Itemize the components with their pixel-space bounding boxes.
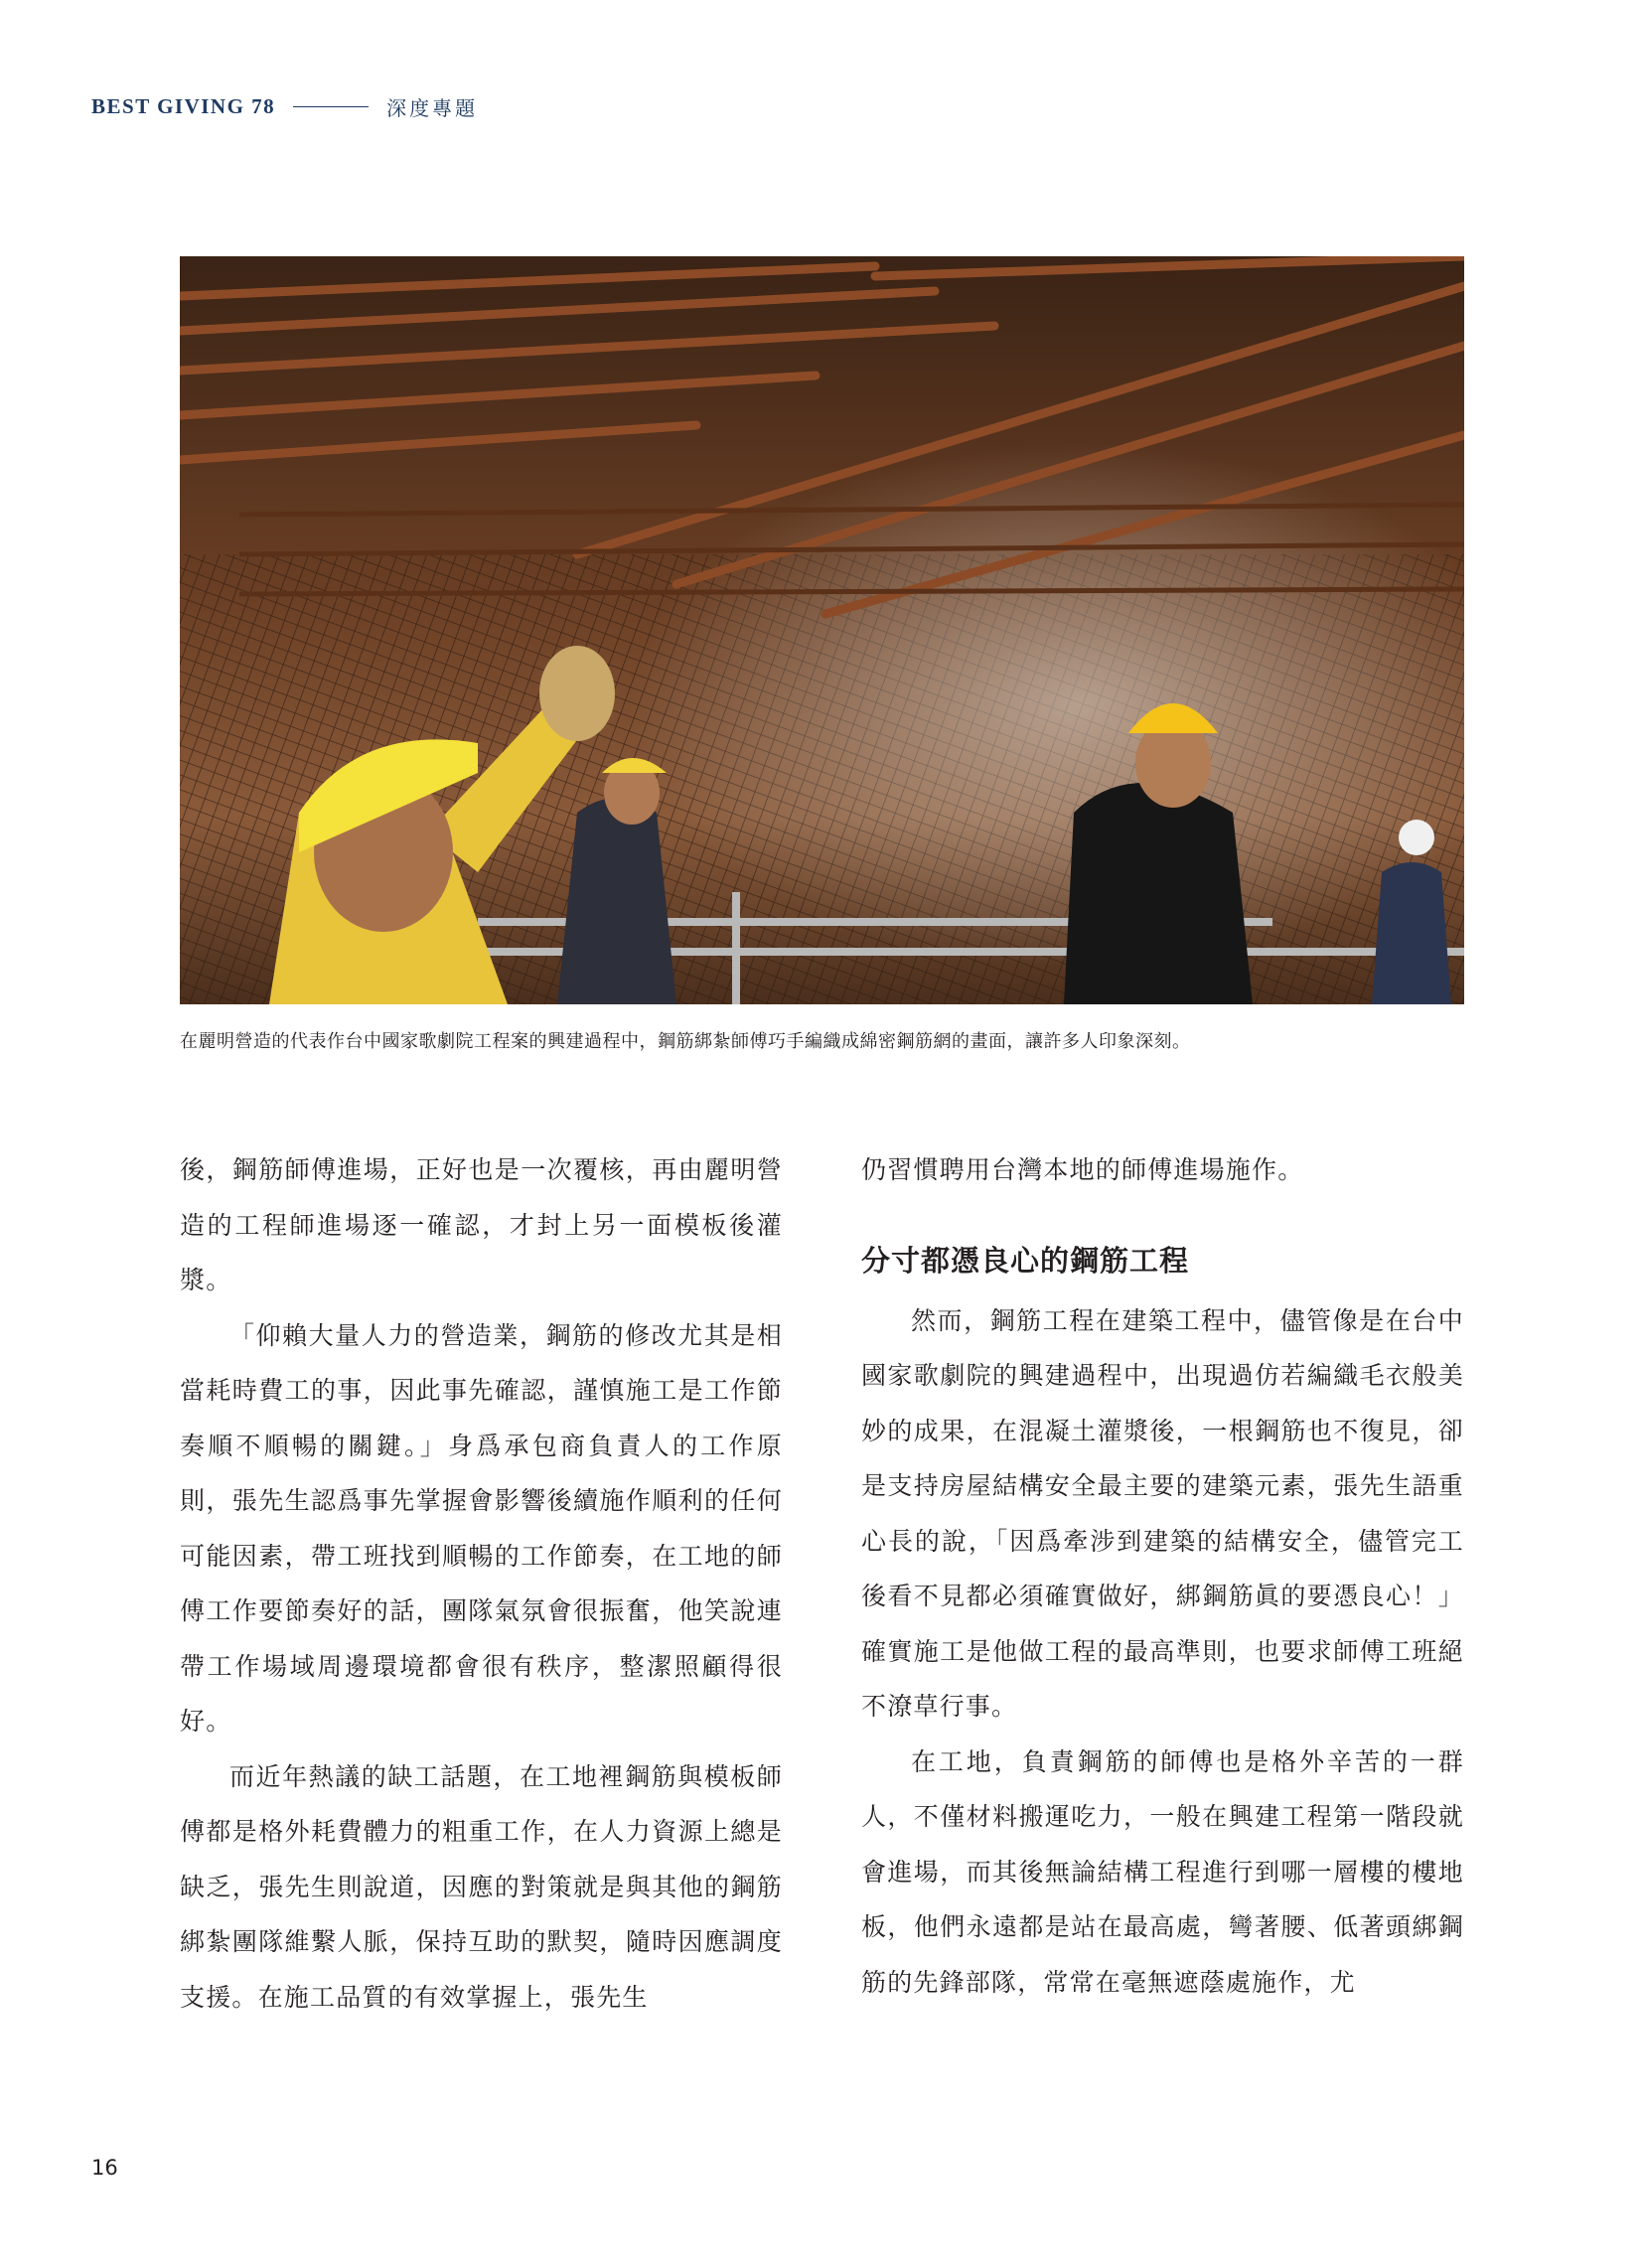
right-column xyxy=(861,1142,1464,2010)
photo-caption: 在麗明營造的代表作台中國家歌劇院工程案的興建過程中，鋼筋綁紮師傅巧手編織成綿密鋼筋網的畫面，讓許多人印象深刻。 xyxy=(180,1031,1191,1052)
section-subheading: 分寸都憑良心的鋼筋工程 xyxy=(861,1243,1190,1278)
construction-photo-icon xyxy=(180,256,1464,1004)
running-header xyxy=(91,91,478,121)
magazine-title: BEST GIVING 78 xyxy=(91,93,276,118)
header-rule xyxy=(293,106,369,107)
paragraph: 而近年熱議的缺工話題，在工地裡鋼筋與模板師傅都是格外耗費體力的粗重工作，在人力資源上總是缺乏，張先生則說道，因應的對策就是與其他的鋼筋綁紮團隊維繫人脈，保持互助的默契，隨時因應調度支援。在施工品質的有效掌握上，張先生 xyxy=(180,1761,783,2012)
paragraph: 「仰賴大量人力的營造業，鋼筋的修改尤其是相當耗時費工的事，因此事先確認，謹慎施工是工作節奏順不順暢的關鍵。」身爲承包商負責人的工作原則，張先生認爲事先掌握會影響後續施作順利的任何可能因素，帶工班找到順暢的工作節奏，在工地的師傅工作要節奏好的話，團隊氣氛會很振奮，他笑說連帶工作場域周邊環境都會很有秩序，整潔照顧得很好。 xyxy=(180,1320,783,1736)
paragraph: 然而，鋼筋工程在建築工程中，儘管像是在台中國家歌劇院的興建過程中，出現過仿若編織毛衣般美妙的成果，在混凝土灌漿後，一根鋼筋也不復見，卻是支持房屋結構安全最主要的建築元素，張先生語重心長的說，「因爲牽涉到建築的結構安全，儘管完工後看不見都必須確實做好，綁鋼筋眞的要憑良心！」確實施工是他做工程的最高準則，也要求師傅工班絕不潦草行事。 xyxy=(861,1305,1464,1721)
paragraph: 後，鋼筋師傅進場，正好也是一次覆核，再由麗明營造的工程師進場逐一確認，才封上另一面模板後灌漿。 xyxy=(180,1155,783,1294)
construction-photo xyxy=(180,256,1464,1004)
paragraph: 仍習慣聘用台灣本地的師傅進場施作。 xyxy=(861,1155,1304,1184)
left-column xyxy=(180,1142,783,2025)
page-number: 16 xyxy=(91,2156,118,2180)
section-name: 深度專題 xyxy=(386,95,479,120)
paragraph: 在工地，負責鋼筋的師傅也是格外辛苦的一群人，不僅材料搬運吃力，一般在興建工程第一階段就會進場，而其後無論結構工程進行到哪一層樓的樓地板，他們永遠都是站在最高處，彎著腰、低著頭綁鋼筋的先鋒部隊，常常在毫無遮蔭處施作，尤 xyxy=(861,1746,1464,1997)
